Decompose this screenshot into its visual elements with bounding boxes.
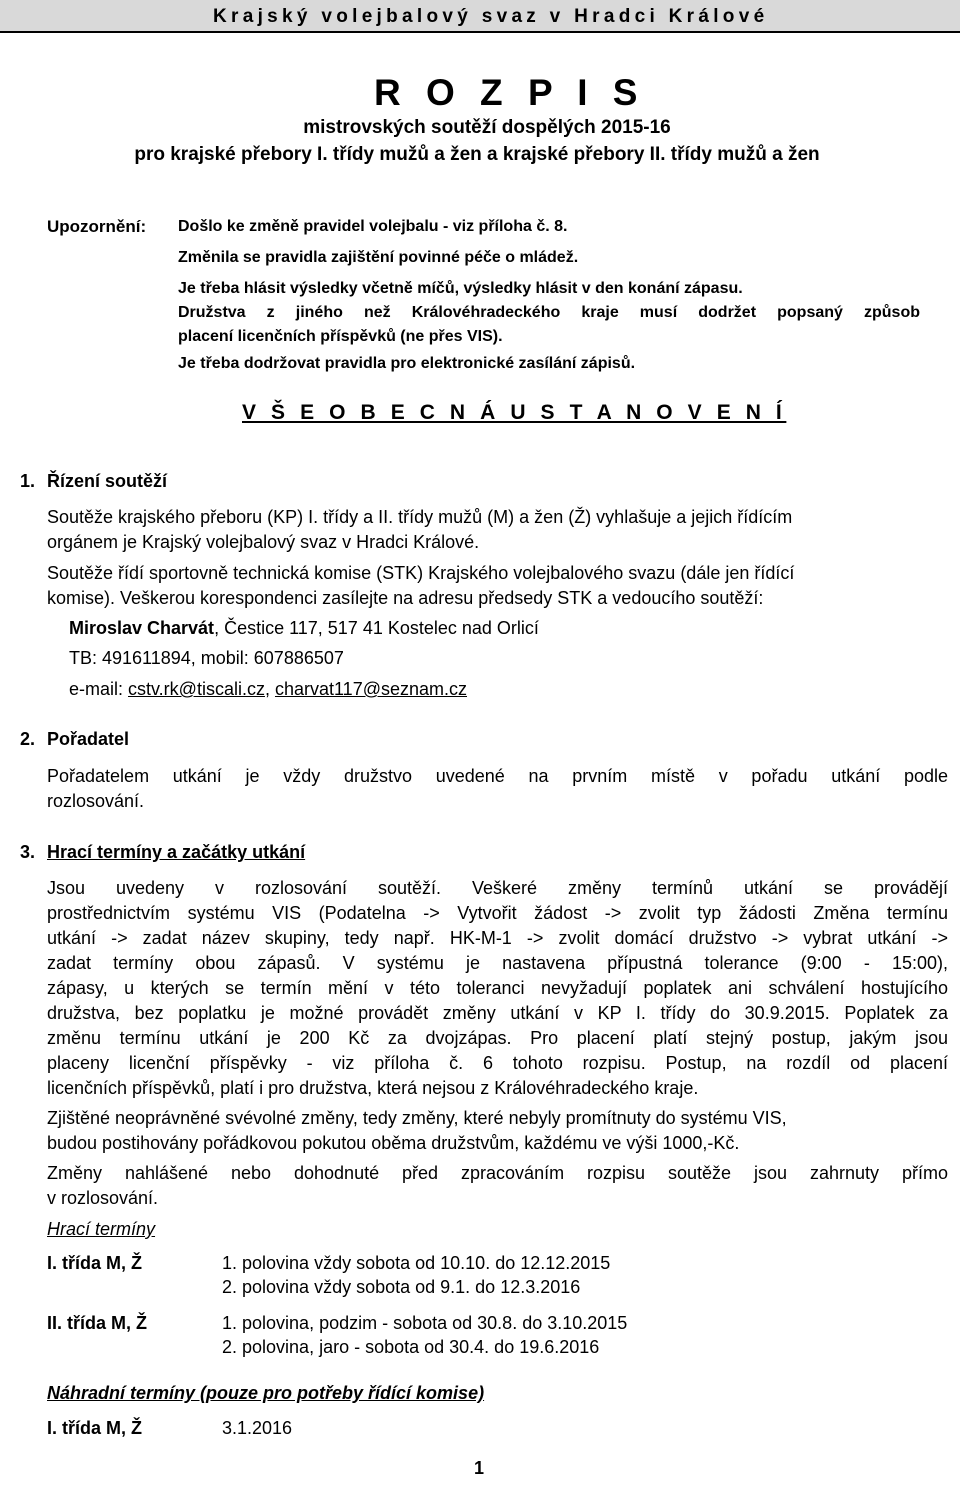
section-3-para-1-line: zadat termíny obou zápasů. V systému je nastavena přípustná tolerance (9:00 - 15:00), bbox=[47, 953, 948, 973]
contact-name: Miroslav Charvát bbox=[69, 618, 215, 638]
section-title-text: Pořadatel bbox=[47, 729, 130, 749]
contact-phone: TB: 491611894, mobil: 607886507 bbox=[69, 648, 344, 668]
section-title-text: Hrací termíny a začátky utkání bbox=[47, 842, 306, 862]
contact-address: , Čestice 117, 517 41 Kostelec nad Orlicí bbox=[214, 618, 539, 638]
warning-item: Došlo ke změně pravidel volejbalu - viz příloha č. 8. bbox=[178, 218, 568, 235]
section-3-para-1-last-line: licenčních příspěvků, platí i pro družstva, která nejsou z Královéhradeckého kraje. bbox=[47, 1078, 699, 1098]
section-3-para-1-line: změnu termínu utkání je 200 Kč za dvojzápas. Pro placení platí stejný postup, jakým jsou bbox=[47, 1028, 948, 1048]
contact-address-line bbox=[69, 618, 539, 639]
class-1-term-2: 2. polovina vždy sobota od 9.1. do 12.3.2016 bbox=[222, 1277, 581, 1297]
email-separator: , bbox=[264, 679, 275, 699]
terms-heading: Hrací termíny bbox=[47, 1219, 156, 1239]
page-number: 1 bbox=[474, 1458, 485, 1478]
warning-item: Je třeba dodržovat pravidla pro elektronické zasílání zápisů. bbox=[178, 355, 636, 372]
section-3-para-3-line-2: v rozlosování. bbox=[47, 1188, 159, 1208]
section-2-line-2: rozlosování. bbox=[47, 791, 145, 811]
section-3-para-1-line: utkání -> zadat název skupiny, tedy např. HK-M-1 -> zvolit domácí družstvo -> vybrat utkání -> bbox=[47, 928, 948, 948]
class-2-term-2: 2. polovina, jaro - sobota od 30.4. do 19.6.2016 bbox=[222, 1337, 600, 1357]
contact-email-line bbox=[69, 679, 467, 700]
warning-item: Družstva z jiného než Královéhradeckého kraje musí dodržet popsaný způsob bbox=[178, 304, 920, 321]
section-3-para-1-line: zápasy, u kterých se termín mění v této toleranci nevyžadují poplatek ani schválení hostujícího bbox=[47, 978, 948, 998]
section-3-para-2-line-2: budou postihovány pořádkovou pokutou oběma družstvům, každému ve výši 1000,-Kč. bbox=[47, 1133, 740, 1153]
section-number: 2. bbox=[20, 729, 36, 749]
section-3-para-1-line: Jsou uvedeny v rozlosování soutěží. Veškeré změny termínů utkání se provádějí bbox=[47, 878, 948, 898]
section-number: 3. bbox=[20, 842, 36, 862]
backup-terms-heading: Náhradní termíny (pouze pro potřeby řídící komise) bbox=[47, 1383, 485, 1403]
section-title-text: Řízení soutěží bbox=[47, 471, 168, 491]
section-number: 1. bbox=[20, 471, 36, 491]
section-3-para-1-line: placeny licenční příspěvky - viz příloha č. 6 tohoto rozpisu. Postup, na rozdíl od placení bbox=[47, 1053, 948, 1073]
section-2-title bbox=[20, 729, 129, 750]
class-2-label: II. třída M, Ž bbox=[47, 1313, 148, 1333]
header-bar bbox=[0, 0, 960, 33]
section-1-paragraph-2-line-1: Soutěže řídí sportovně technická komise (STK) Krajského volejbalového svazu (dále jen řídící bbox=[47, 563, 795, 583]
email-link-1[interactable]: cstv.rk@tiscali.cz bbox=[128, 679, 265, 699]
section-3-para-3-line-1: Změny nahlášené nebo dohodnuté před zpracováním rozpisu soutěže jsou zahrnuty přímo bbox=[47, 1163, 948, 1183]
backup-class-label: I. třída M, Ž bbox=[47, 1418, 143, 1438]
class-2-term-1: 1. polovina, podzim - sobota od 30.8. do 3.10.2015 bbox=[222, 1313, 628, 1333]
general-provisions-heading: V Š E O B E C N Á U S T A N O V E N Í bbox=[242, 401, 787, 424]
warning-item: placení licenčních příspěvků (ne přes VIS). bbox=[178, 328, 503, 345]
section-1-paragraph-1-line-1: Soutěže krajského přeboru (KP) I. třídy a II. třídy mužů (M) a žen (Ž) vyhlašuje a jejich řídícím bbox=[47, 507, 793, 527]
subtitle-line-1: mistrovských soutěží dospělých 2015-16 bbox=[303, 117, 671, 138]
section-3-title bbox=[20, 842, 305, 863]
section-3-para-1-line: družstva, bez poplatku je možné provádět změny utkání v KP I. třídy do 30.9.2015. Poplatek za bbox=[47, 1003, 948, 1023]
section-1-paragraph-2-line-2: komise). Veškerou korespondenci zasílejte na adresu předsedy STK a vedoucího soutěží: bbox=[47, 588, 764, 608]
section-3-para-1-line: prostřednictvím systému VIS (Podatelna -> Vytvořit žádost -> zvolit typ žádosti Změna termínu bbox=[47, 903, 948, 923]
warning-item: Změnila se pravidla zajištění povinné péče o mládež. bbox=[178, 249, 579, 266]
warning-item: Je třeba hlásit výsledky včetně míčů, výsledky hlásit v den konání zápasu. bbox=[178, 280, 743, 297]
section-1-paragraph-1-line-2: orgánem je Krajský volejbalový svaz v Hradci Králové. bbox=[47, 532, 480, 552]
subtitle-line-2: pro krajské přebory I. třídy mužů a žen a krajské přebory II. třídy mužů a žen bbox=[134, 144, 820, 165]
org-name: Krajský volejbalový svaz v Hradci Králové bbox=[213, 6, 769, 27]
email-label: e-mail: bbox=[69, 679, 129, 699]
document-title: R O Z P I S bbox=[374, 72, 645, 113]
email-link-2[interactable]: charvat117@seznam.cz bbox=[274, 679, 468, 699]
class-1-label: I. třída M, Ž bbox=[47, 1253, 143, 1273]
backup-date: 3.1.2016 bbox=[222, 1418, 293, 1438]
warning-label: Upozornění: bbox=[47, 217, 147, 236]
section-3-para-2-line-1: Zjištěné neoprávněné svévolné změny, tedy změny, které nebyly promítnuty do systému VIS, bbox=[47, 1108, 787, 1128]
section-1-title bbox=[20, 471, 167, 492]
section-2-line-1: Pořadatelem utkání je vždy družstvo uvedené na prvním místě v pořadu utkání podle bbox=[47, 766, 948, 786]
class-1-term-1: 1. polovina vždy sobota od 10.10. do 12.12.2015 bbox=[222, 1253, 611, 1273]
